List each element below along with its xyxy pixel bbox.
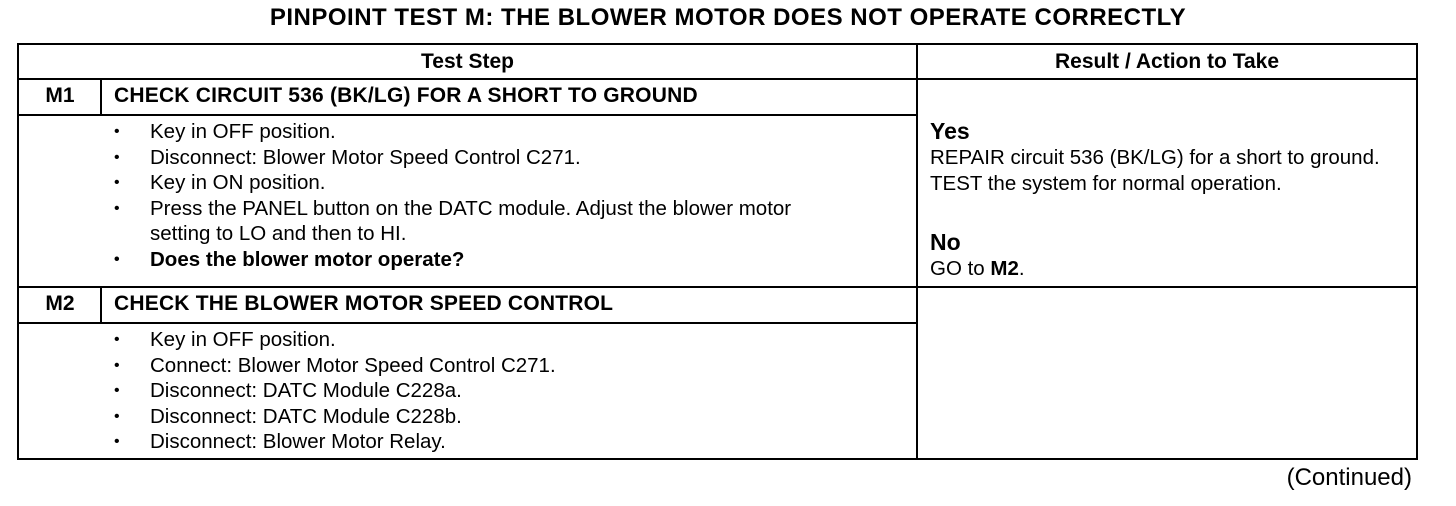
step-heading: CHECK THE BLOWER MOTOR SPEED CONTROL xyxy=(114,292,614,315)
result-no-suffix: . xyxy=(1018,257,1025,280)
instruction-item: • Key in OFF position. xyxy=(110,327,830,353)
result-yes-action: REPAIR circuit 536 (BK/LG) for a short to ground. TEST the system for normal operation. xyxy=(930,146,1380,195)
step-heading-divider xyxy=(17,322,918,324)
goto-step-link[interactable]: M2 xyxy=(990,257,1019,280)
result-no-action xyxy=(930,256,1410,282)
instruction-item: • Key in ON position. xyxy=(110,170,830,196)
continued-note: (Continued) xyxy=(1286,464,1412,491)
instruction-question: • Does the blower motor operate? xyxy=(110,247,830,273)
instruction-item: • Disconnect: Blower Motor Speed Control C271. xyxy=(110,145,830,171)
page-title: PINPOINT TEST M: THE BLOWER MOTOR DOES NOT OPERATE CORRECTLY xyxy=(269,4,1187,31)
instruction-item: • Connect: Blower Motor Speed Control C271. xyxy=(110,353,830,379)
instruction-item: • Disconnect: Blower Motor Relay. xyxy=(110,429,830,455)
step-heading-divider xyxy=(17,114,918,116)
step-heading: CHECK CIRCUIT 536 (BK/LG) FOR A SHORT TO GROUND xyxy=(114,84,698,107)
step-instructions xyxy=(110,327,830,455)
column-header-result-action: Result / Action to Take xyxy=(1054,50,1280,73)
instruction-item: • Disconnect: DATC Module C228a. xyxy=(110,378,830,404)
step-id: M1 xyxy=(45,84,75,107)
instruction-item: • Key in OFF position. xyxy=(110,119,830,145)
result-yes-label: Yes xyxy=(930,118,970,144)
step-divider xyxy=(17,286,1418,288)
step-instructions xyxy=(110,119,830,272)
instruction-item: • Press the PANEL button on the DATC module. Adjust the blower motor setting to LO and then to HI. xyxy=(110,196,830,247)
result-no-prefix: GO to xyxy=(930,257,991,280)
step-id: M2 xyxy=(45,292,75,315)
column-header-test-step: Test Step xyxy=(421,50,514,73)
result-no-label: No xyxy=(930,229,961,255)
instruction-item: • Disconnect: DATC Module C228b. xyxy=(110,404,830,430)
column-divider xyxy=(916,43,918,460)
